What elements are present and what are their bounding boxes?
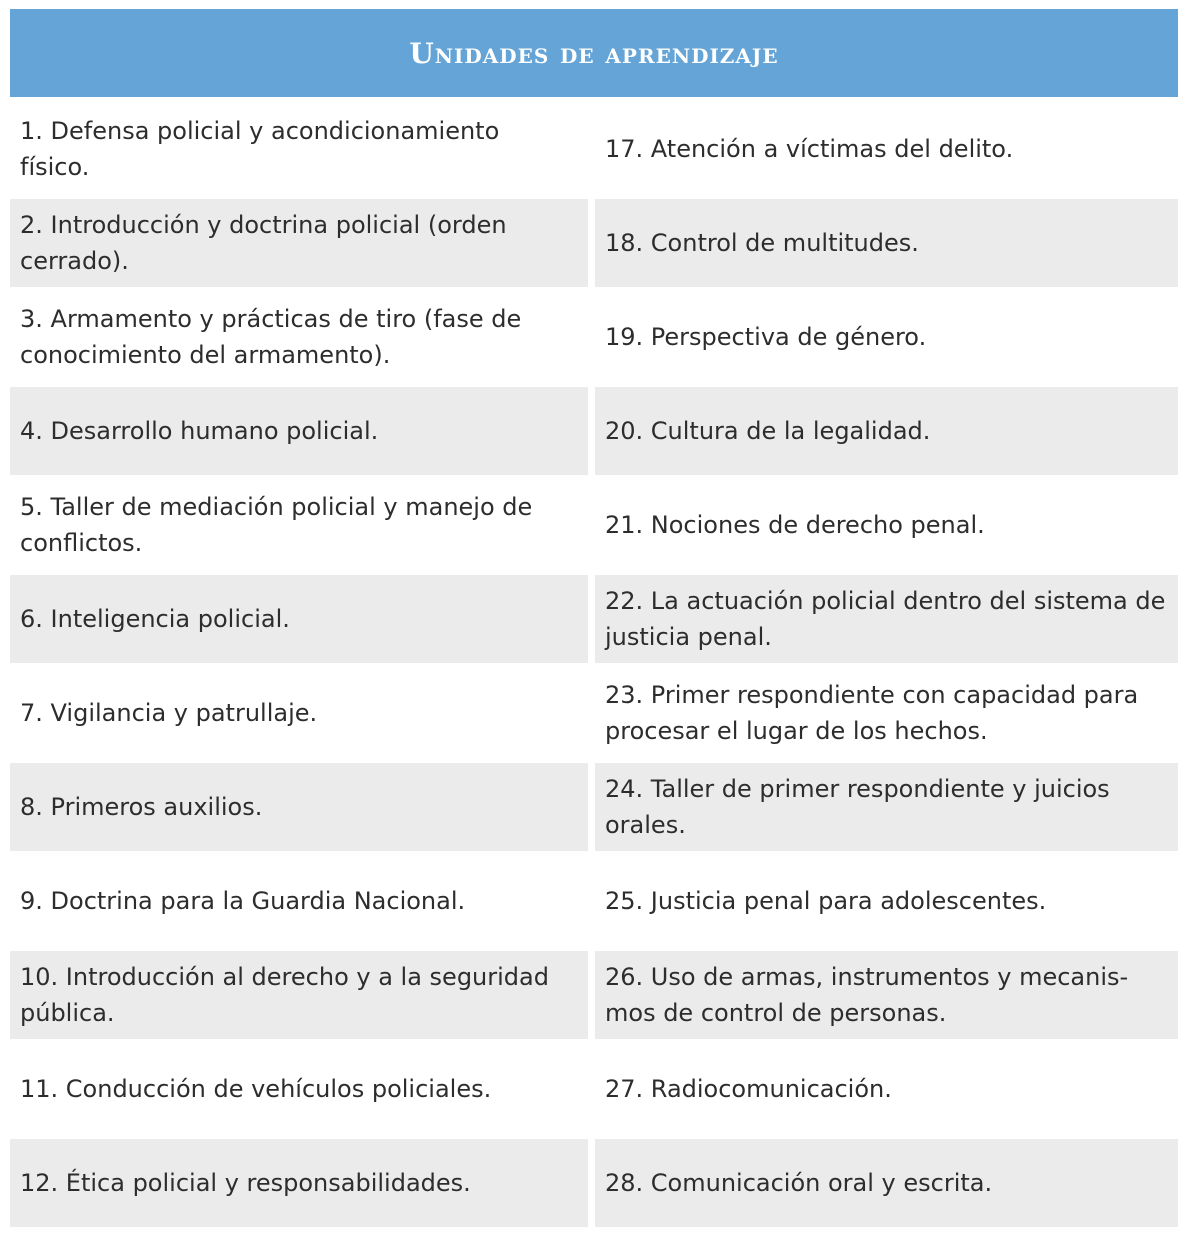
- unit-cell-right: [595, 387, 1178, 475]
- unit-cell-left: [10, 1045, 588, 1133]
- unit-cell-right: [595, 763, 1178, 851]
- table-row: [10, 1139, 1178, 1227]
- unit-cell-left: [10, 575, 588, 663]
- table-row: [10, 763, 1178, 851]
- table-row: [10, 575, 1178, 663]
- unit-cell-right: [595, 1045, 1178, 1133]
- unit-text: 22. La actuación policial dentro del sistema de justicia penal.: [605, 587, 1166, 651]
- unit-cell-left: [10, 1139, 588, 1227]
- unit-text: 27. Radiocomunicación.: [605, 1075, 892, 1103]
- unit-text: 11. Conducción de vehículos policiales.: [20, 1075, 492, 1103]
- learning-units-table: [10, 9, 1178, 1233]
- unit-text: 24. Taller de primer respondiente y juicios orales.: [605, 775, 1110, 839]
- unit-text: 5. Taller de mediación policial y manejo de conflictos.: [20, 493, 533, 557]
- unit-text: 28. Comunicación oral y escrita.: [605, 1169, 993, 1197]
- unit-cell-right: [595, 951, 1178, 1039]
- unit-cell-right: [595, 199, 1178, 287]
- table-row: [10, 857, 1178, 945]
- unit-cell-right: [595, 1139, 1178, 1227]
- unit-cell-right: [595, 669, 1178, 757]
- unit-text: 1. Defensa policial y acondicionamiento físico.: [20, 117, 500, 181]
- unit-cell-left: [10, 481, 588, 569]
- table-row: [10, 199, 1178, 287]
- unit-cell-left: [10, 669, 588, 757]
- table-title: Unidades de aprendizaje: [409, 36, 779, 70]
- unit-text: 4. Desarrollo humano policial.: [20, 417, 379, 445]
- unit-text: 8. Primeros auxilios.: [20, 793, 263, 821]
- unit-text: 7. Vigilancia y patrullaje.: [20, 699, 318, 727]
- table-row: [10, 481, 1178, 569]
- unit-cell-left: [10, 293, 588, 381]
- unit-cell-left: [10, 105, 588, 193]
- table-row: [10, 293, 1178, 381]
- unit-text: 12. Ética policial y responsabilidades.: [20, 1169, 471, 1197]
- table-header: [10, 9, 1178, 97]
- unit-text: 21. Nociones de derecho penal.: [605, 511, 985, 539]
- unit-text: 25. Justicia penal para adolescentes.: [605, 887, 1047, 915]
- table-body: [10, 105, 1178, 1227]
- unit-cell-left: [10, 763, 588, 851]
- unit-text: 20. Cultura de la legalidad.: [605, 417, 931, 445]
- unit-text: 9. Doctrina para la Guardia Nacional.: [20, 887, 466, 915]
- unit-text: 2. Introducción y doctrina policial (orden cerrado).: [20, 211, 507, 275]
- unit-text: 23. Primer respondiente con capacidad para procesar el lugar de los hechos.: [605, 681, 1139, 745]
- table-row: [10, 387, 1178, 475]
- unit-text: 6. Inteligencia policial.: [20, 605, 290, 633]
- unit-cell-right: [595, 293, 1178, 381]
- unit-text: 18. Control de multitudes.: [605, 229, 919, 257]
- unit-cell-left: [10, 199, 588, 287]
- unit-cell-left: [10, 951, 588, 1039]
- unit-cell-right: [595, 481, 1178, 569]
- table-row: [10, 1045, 1178, 1133]
- unit-cell-right: [595, 105, 1178, 193]
- table-row: [10, 951, 1178, 1039]
- table-row: [10, 669, 1178, 757]
- unit-cell-right: [595, 857, 1178, 945]
- unit-text: 17. Atención a víctimas del delito.: [605, 135, 1014, 163]
- unit-text: 10. Introducción al derecho y a la seguridad pública.: [20, 963, 549, 1027]
- unit-text: 19. Perspectiva de género.: [605, 323, 927, 351]
- unit-cell-left: [10, 387, 588, 475]
- unit-cell-left: [10, 857, 588, 945]
- unit-cell-right: [595, 575, 1178, 663]
- unit-text: 26. Uso de armas, instrumentos y mecanis-mos de control de personas.: [605, 963, 1129, 1027]
- unit-text: 3. Armamento y prácticas de tiro (fase de conocimiento del armamento).: [20, 305, 522, 369]
- table-row: [10, 105, 1178, 193]
